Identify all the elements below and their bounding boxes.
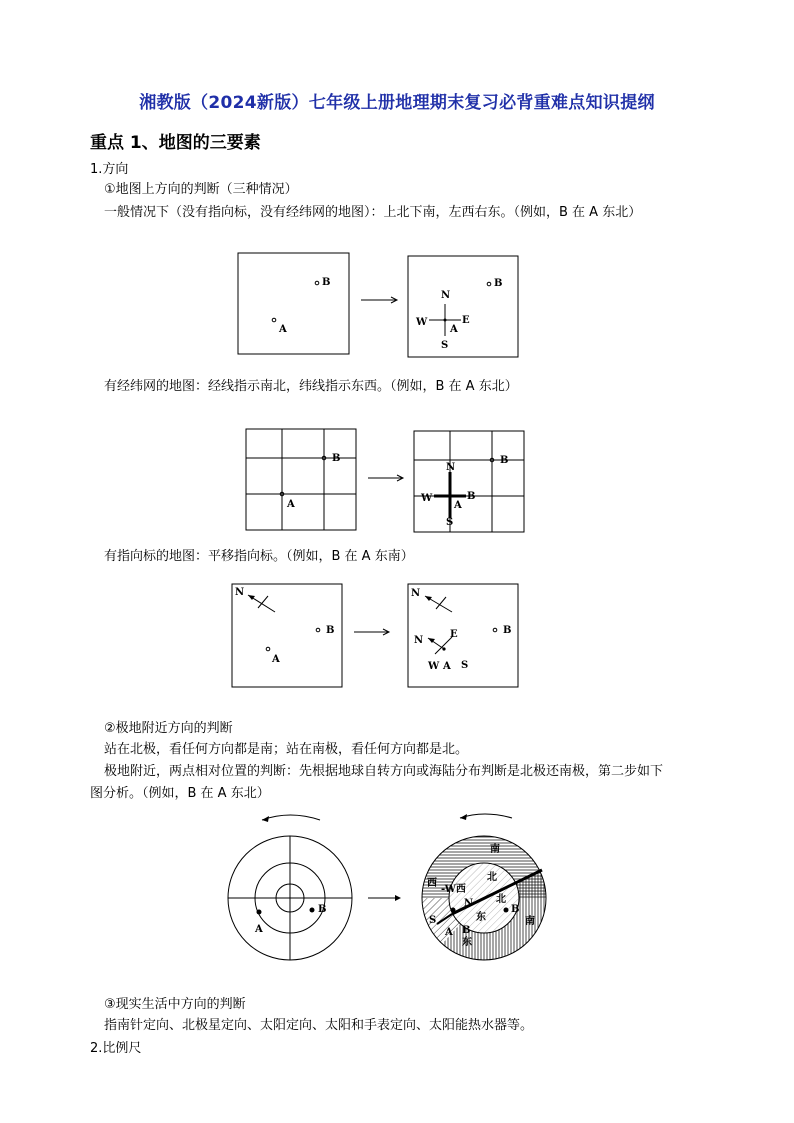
compass-s: S	[446, 517, 454, 528]
compass-w: W	[416, 317, 428, 328]
label-a: A	[255, 924, 263, 935]
figure-general-case	[236, 250, 526, 360]
compass-w: W	[421, 493, 433, 504]
sub-heading-real-life: ③现实生活中方向的判断	[104, 997, 246, 1012]
section-heading: 重点 1、地图的三要素	[90, 133, 261, 153]
map-frame-right	[408, 256, 518, 357]
label-north: 北	[487, 872, 497, 883]
grid-frame-left	[246, 429, 356, 530]
label-east-lower: 东	[462, 937, 472, 948]
point-a-right	[451, 908, 456, 913]
document-title: 湘教版（2024新版）七年级上册地理期末复习必背重难点知识提纲	[139, 93, 655, 113]
label-b: B	[322, 277, 331, 288]
label-b-right: B	[500, 455, 509, 466]
sub-heading-polar: ②极地附近方向的判断	[104, 721, 233, 736]
case-north-arrow: 有指向标的地图：平移指向标。（例如，B 在 A 东南）	[104, 549, 414, 564]
point-a	[272, 318, 276, 322]
figure-north-arrow-case	[230, 582, 522, 690]
moved-a: A	[443, 661, 451, 672]
point-b-right	[487, 282, 491, 286]
moved-w: W	[428, 661, 440, 672]
point-a	[266, 647, 270, 651]
compass-n: N	[446, 462, 456, 473]
label-b-lower: B	[462, 925, 471, 936]
arrow-n-right: N	[411, 588, 421, 599]
map-frame-right	[408, 584, 518, 687]
point-b	[315, 281, 319, 285]
point-b	[310, 908, 315, 913]
moved-s: S	[461, 660, 469, 671]
moved-n: N	[414, 635, 424, 646]
compass-s: S	[441, 340, 449, 351]
rotation-arrow-left	[262, 815, 320, 820]
compass-a: A	[450, 324, 458, 335]
point-a	[257, 910, 262, 915]
label-n: N	[464, 898, 474, 909]
label-east: 东	[476, 912, 486, 923]
item-scale: 2.比例尺	[90, 1041, 142, 1056]
sub-heading-map-direction: ①地图上方向的判断（三种情况）	[104, 182, 298, 197]
moved-e: E	[450, 629, 458, 640]
compass-n: N	[441, 290, 451, 301]
case-graticule: 有经纬网的地图：经线指示南北，纬线指示东西。（例如，B 在 A 东北）	[104, 379, 518, 394]
label-a-right: A	[445, 927, 453, 938]
compass-b: B	[467, 491, 476, 502]
label-b-right: B	[503, 625, 512, 636]
point-b-right	[493, 628, 497, 632]
map-frame-left	[238, 253, 349, 354]
label-west: 西	[427, 878, 437, 889]
label-b-right: B	[511, 904, 520, 915]
label-a: A	[279, 324, 287, 335]
compass-a: A	[454, 500, 462, 511]
point-b-right	[504, 908, 509, 913]
label-b: B	[318, 904, 327, 915]
label-west-w: -W西	[441, 884, 466, 895]
polar-line-2: 极地附近，两点相对位置的判断：先根据地球自转方向或海陆分布判断是北极还南极，第二步如下	[104, 764, 664, 779]
label-a: A	[272, 654, 280, 665]
figure-graticule-case	[244, 426, 528, 534]
label-south-right: 南	[525, 916, 535, 927]
label-south-top: 南	[490, 844, 500, 855]
real-life-methods: 指南针定向、北极星定向、太阳定向、太阳和手表定向、太阳能热水器等。	[104, 1018, 534, 1033]
point-b	[316, 628, 320, 632]
label-s: S	[429, 915, 437, 926]
label-a: A	[287, 499, 295, 510]
case-general: 一般情况下（没有指向标，没有经纬网的地图）：上北下南，左西右东。（例如，B 在 A 东北）	[104, 205, 642, 220]
item-direction: 1.方向	[90, 162, 129, 177]
rotation-arrow-right	[460, 814, 512, 818]
label-b: B	[326, 625, 335, 636]
arrow-n-left: N	[235, 587, 245, 598]
polar-line-1: 站在北极，看任何方向都是南；站在南极，看任何方向都是北。	[104, 742, 469, 757]
polar-line-3: 图分析。（例如，B 在 A 东北）	[90, 786, 270, 801]
figure-polar-case	[222, 806, 552, 964]
compass-e: E	[462, 315, 470, 326]
label-north-b: 北	[496, 894, 506, 905]
grid-frame-right	[414, 431, 524, 532]
label-b: B	[332, 453, 341, 464]
label-b-right: B	[494, 278, 503, 289]
